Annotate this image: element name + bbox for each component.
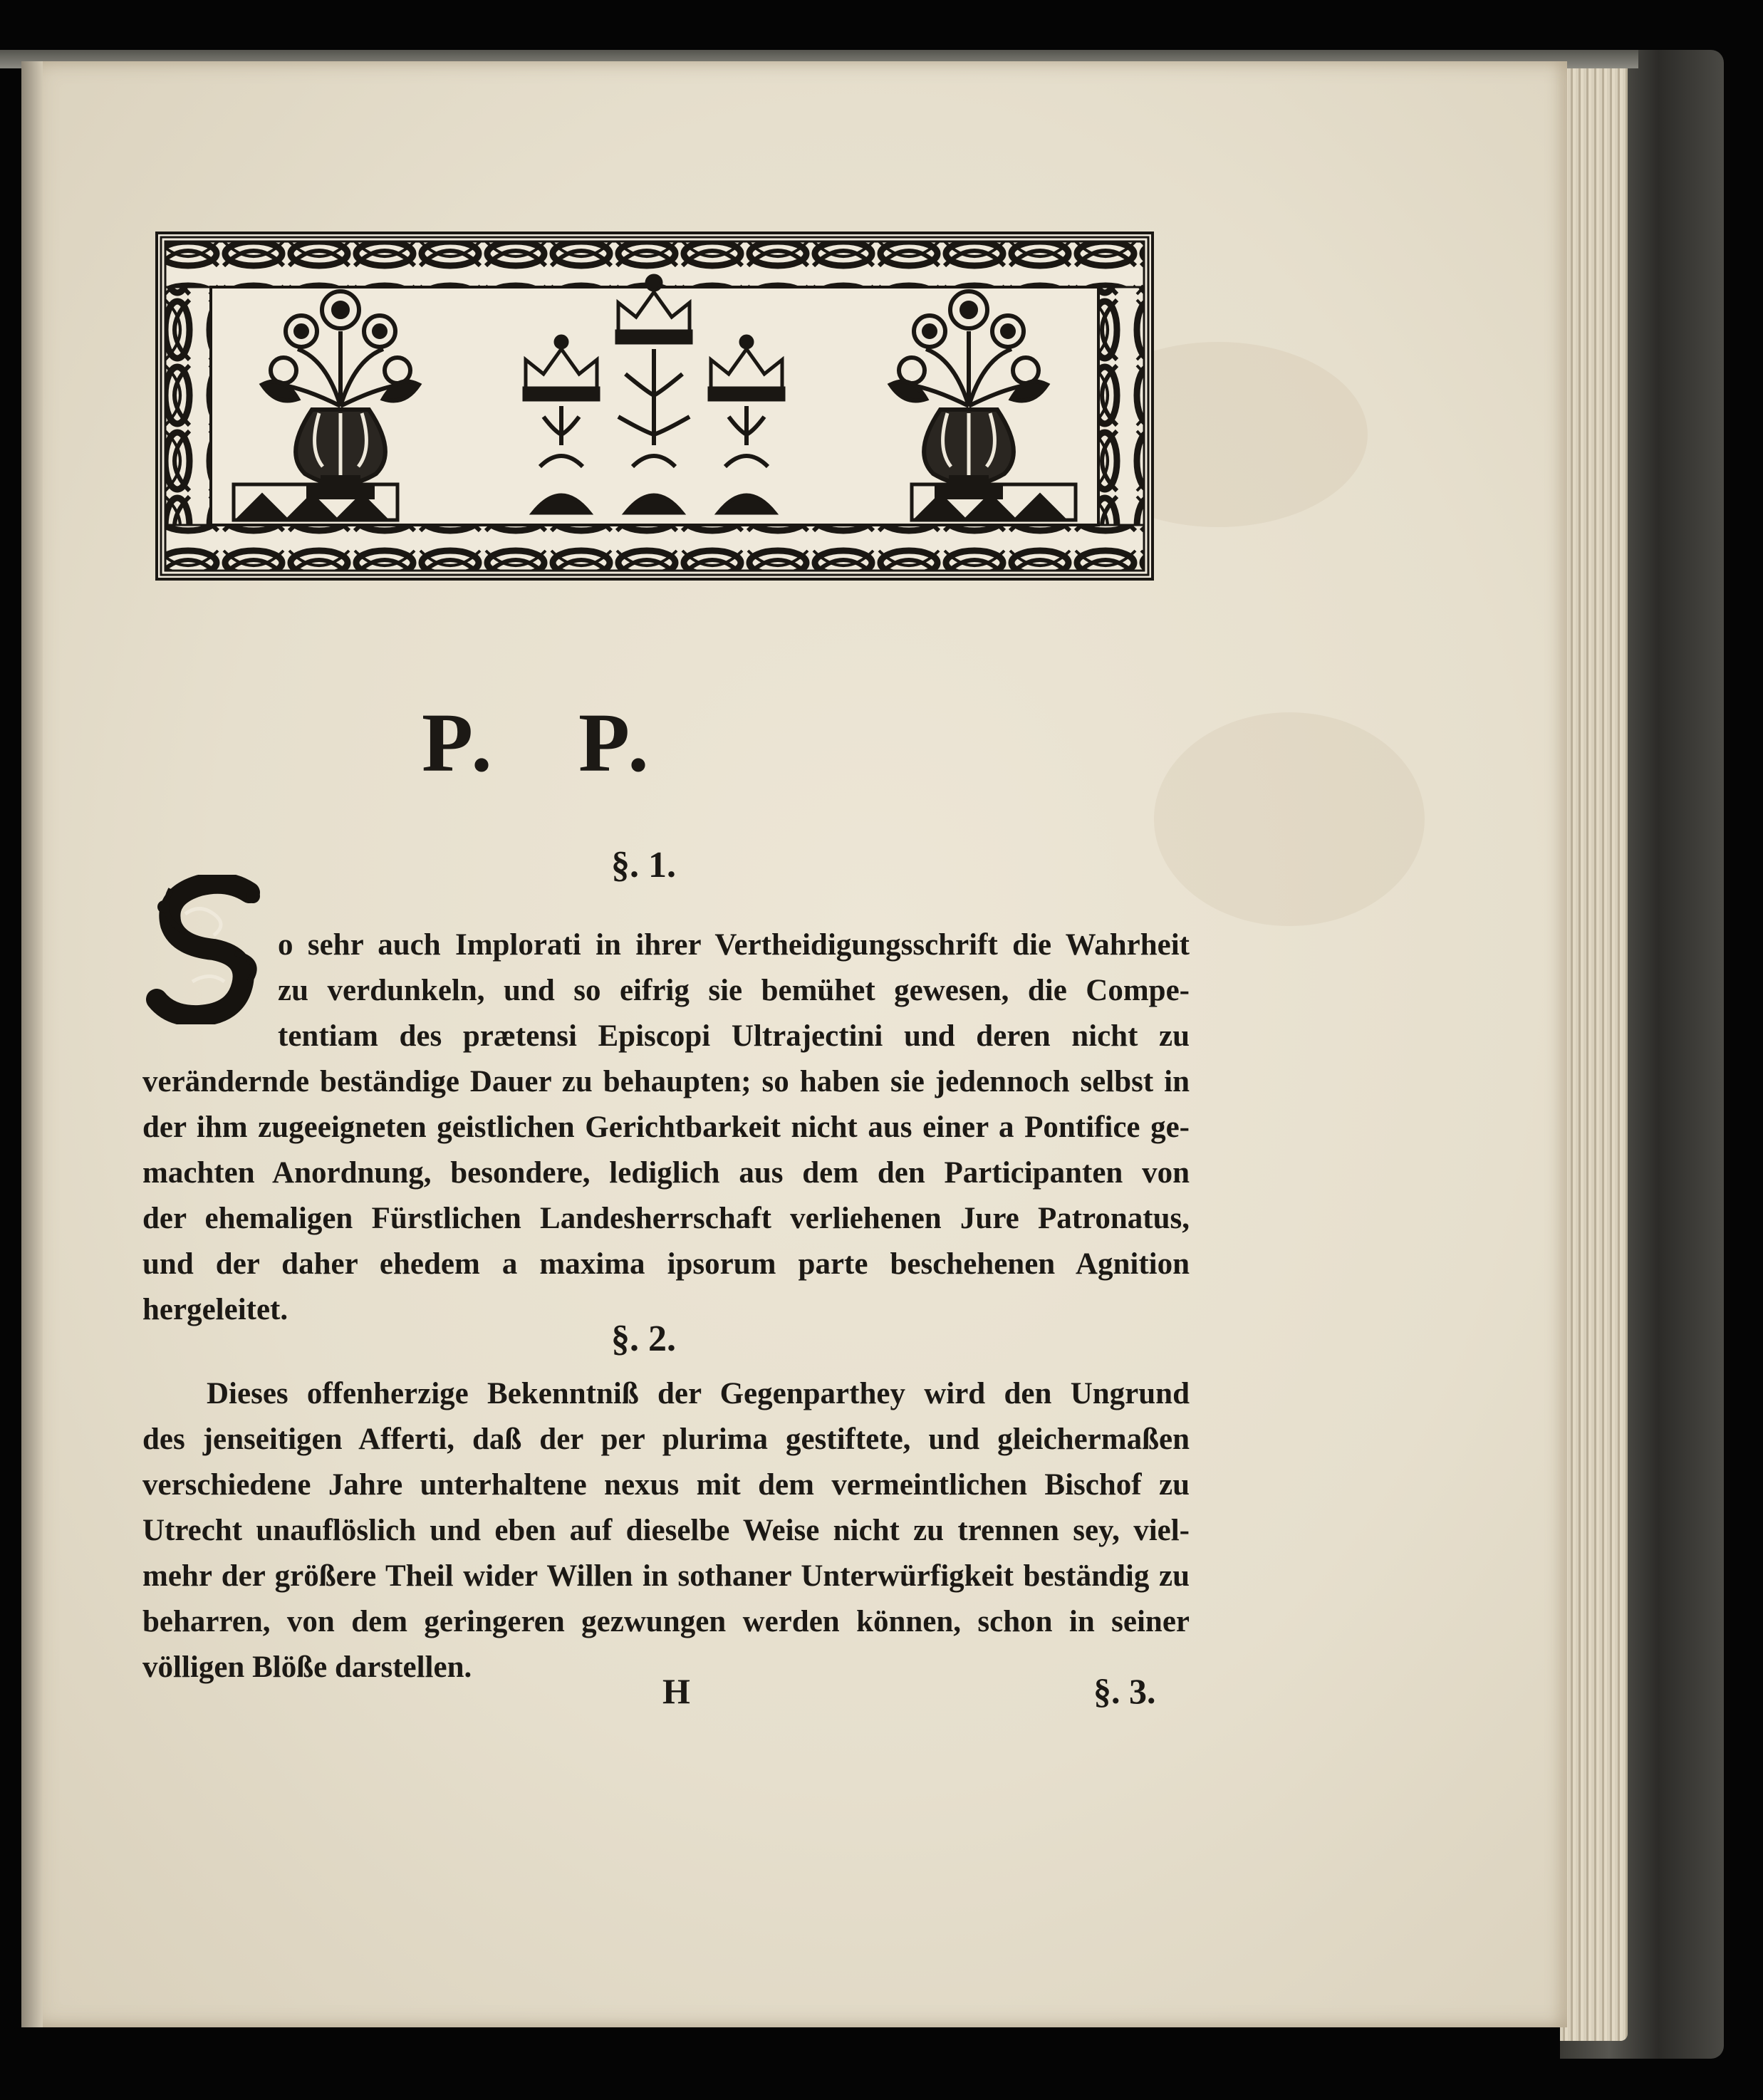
text-line: beharren, von dem geringeren gezwungen werden können, schon in seiner bbox=[142, 1605, 1190, 1638]
section-1-body bbox=[142, 922, 1190, 1350]
ornamental-headpiece bbox=[155, 232, 1154, 581]
text-line: verändernde beständige Dauer zu behaupten; so haben sie jedennoch selbst in bbox=[142, 1065, 1190, 1098]
page-edges bbox=[1560, 53, 1628, 2041]
heading-part-1: P. bbox=[422, 696, 498, 789]
text-line: o sehr auch Implorati in ihrer Vertheidigungsschrift die Wahrheit bbox=[278, 928, 1190, 962]
text-line: Dieses offenherzige Bekenntniß der Gegenparthey wird den Ungrund bbox=[207, 1377, 1190, 1410]
section-1-mark: §. 1. bbox=[611, 845, 676, 885]
text-line: der ehemaligen Fürstlichen Landesherrschaft verliehenen Jure Patronatus, bbox=[142, 1202, 1190, 1235]
text-line: zu verdunkeln, und so eifrig sie bemühet gewesen, die Compe- bbox=[278, 974, 1190, 1007]
catchword: §. 3. bbox=[1093, 1671, 1156, 1711]
heading-part-2: P. bbox=[578, 696, 655, 789]
text-line: völligen Blöße darstellen. bbox=[142, 1651, 472, 1684]
page-gutter bbox=[21, 61, 43, 2027]
text-line: und der daher ehedem a maxima ipsorum parte beschehenen Agnition bbox=[142, 1247, 1190, 1281]
text-line: tentiam des prætensi Episcopi Ultrajectini und deren nicht zu bbox=[278, 1019, 1190, 1053]
section-2-body bbox=[142, 1371, 1190, 1699]
text-line: Utrecht unauflöslich und eben auf dieselbe Weise nicht zu trennen sey, viel- bbox=[142, 1514, 1190, 1547]
signature-mark: H bbox=[662, 1671, 690, 1711]
text-line: verschiedene Jahre unterhaltene nexus mit dem vermeintlichen Bischof zu bbox=[142, 1468, 1190, 1502]
text-line: der ihm zugeeigneten geistlichen Gerichtbarkeit nicht aus einer a Pontifice ge- bbox=[142, 1111, 1190, 1144]
paper-stain bbox=[1154, 712, 1425, 926]
text-line: machten Anordnung, besondere, lediglich aus dem den Participanten von bbox=[142, 1156, 1190, 1190]
text-line: mehr der größere Theil wider Willen in sothaner Unterwürfigkeit beständig zu bbox=[142, 1559, 1190, 1593]
text-line: des jenseitigen Afferti, daß der per plurima gestiftete, und gleichermaßen bbox=[142, 1423, 1190, 1456]
text-line: hergeleitet. bbox=[142, 1293, 288, 1326]
section-2-mark: §. 2. bbox=[611, 1319, 676, 1359]
